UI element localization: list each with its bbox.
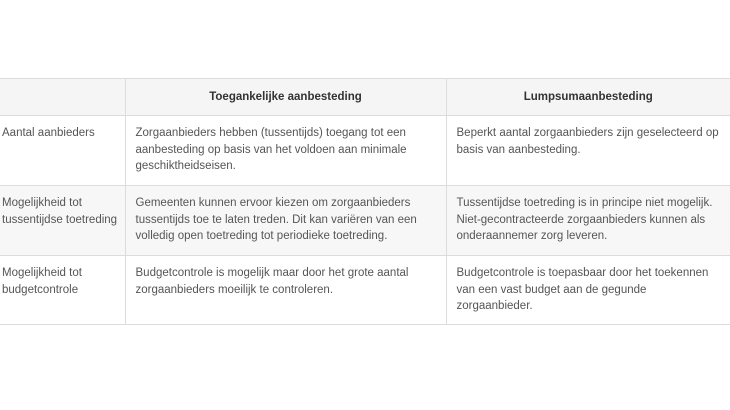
cell-toegankelijk: Zorgaanbieders hebben (tussentijds) toegang tot een aanbesteding op basis van het voldoen aan minimale geschiktheidseisen. [125, 116, 446, 186]
header-empty-cell [0, 79, 125, 116]
header-lumpsumaanbesteding: Lumpsumaanbesteding [446, 79, 730, 116]
row-label: Mogelijkheid tot budgetcontrole [0, 256, 125, 325]
row-label: Mogelijkheid tot tussentijdse toetreding [0, 186, 125, 256]
comparison-table [0, 78, 730, 325]
table-row [0, 186, 730, 256]
cell-toegankelijk: Gemeenten kunnen ervoor kiezen om zorgaanbieders tussentijds toe te laten treden. Dit kan variëren van een volledig open toetreding tot periodieke toetreding. [125, 186, 446, 256]
cell-toegankelijk: Budgetcontrole is mogelijk maar door het grote aantal zorgaanbieders moeilijk te controleren. [125, 256, 446, 325]
comparison-table-container [0, 78, 730, 325]
table-header-row [0, 79, 730, 116]
table-row [0, 256, 730, 325]
table-row [0, 116, 730, 186]
cell-lumpsum: Budgetcontrole is toepasbaar door het toekennen van een vast budget aan de gegunde zorgaanbieder. [446, 256, 730, 325]
cell-lumpsum: Tussentijdse toetreding is in principe niet mogelijk. Niet-gecontracteerde zorgaanbieders kunnen als onderaannemer zorg leveren. [446, 186, 730, 256]
header-toegankelijke-aanbesteding: Toegankelijke aanbesteding [125, 79, 446, 116]
row-label: Aantal aanbieders [0, 116, 125, 186]
cell-lumpsum: Beperkt aantal zorgaanbieders zijn geselecteerd op basis van aanbesteding. [446, 116, 730, 186]
